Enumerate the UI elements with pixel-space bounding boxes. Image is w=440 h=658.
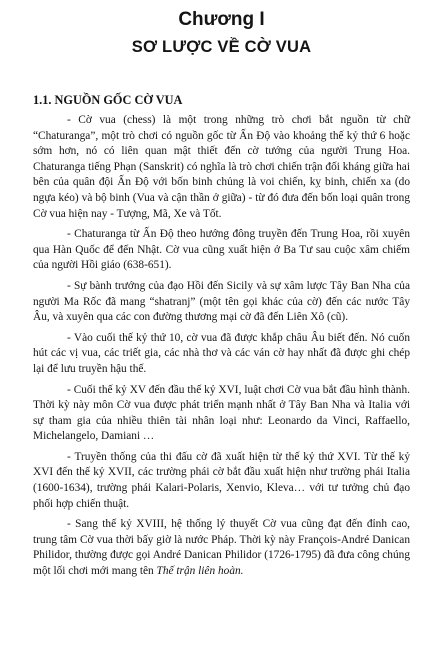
section-heading: 1.1. NGUỒN GỐC CỜ VUA	[33, 93, 183, 107]
paragraph-philidor-italic: Thế trận liên hoàn.	[156, 565, 244, 578]
paragraph-spread-west: - Sự bành trướng của đạo Hồi đến Sicily và sự xâm lược Tây Ban Nha của người Ma Rốc đã mang “shatranj” (một tên gọi khác của cờ) đến các nước Tây Âu, và xuyên qua các con đường thương mại cờ đã đến Liên Xô (cũ).	[33, 279, 410, 324]
paragraph-europe: - Vào cuối thế kỷ thứ 10, cờ vua đã được khắp châu Âu biết đến. Nó cuốn hút các vị vua, các triết gia, các nhà thơ và các ván cờ hay nhất đã được ghi chép lại để lưu truyền hậu thế.	[33, 331, 410, 375]
chapter-title: SƠ LƯỢC VỀ CỜ VUA	[131, 38, 312, 56]
paragraph-philidor	[33, 517, 410, 579]
paragraph-tradition: - Truyền thống của thi đấu cờ đã xuất hiện từ thế kỷ thứ XVI. Từ thế kỷ XVI đến thế kỷ XVII, các trường phái cờ bắt đầu xuất hiện như trường phái Italia (1600-1634), trường phái Kalari-Polaris, Xenvio, Kleva… với tư tưởng chủ đạo phối hợp chiến thuật.	[33, 450, 410, 510]
paragraph-philidor-text: - Sang thế kỷ XVIII, hệ thống lý thuyết Cờ vua cũng đạt đến đỉnh cao, trung tâm Cờ vua thời bấy giờ là nước Pháp. Thời kỳ này François-André Danican Philidor, thường được gọi André Danican Philidor (1726-1795) đã đưa công chúng một lối chơi mới mang tên	[33, 518, 410, 578]
paragraph-spread-east: - Chaturanga từ Ấn Độ theo hướng đông truyền đến Trung Hoa, rồi xuyên qua Hàn Quốc để đến Nhật. Cờ vua cũng xuất hiện ở Ba Tư sau cuộc xâm chiếm của người Hồi giáo (638-651).	[33, 228, 410, 272]
chapter-label: Chương I	[178, 9, 265, 30]
paragraph-origin: - Cờ vua (chess) là một trong những trò chơi bắt nguồn từ chữ “Chaturanga”, một trò chơi có nguồn gốc từ Ấn Độ vào khoảng thế kỷ thứ 6 hoặc sớm hơn, nó có liên quan mật thiết đến cờ tướng của người Trung Hoa. Chaturanga tiếng Phạn (Sanskrit) có nghĩa là trò chơi chiến trận đối kháng giữa hai bên của quân đội Ấn Độ với bốn binh chủng là voi chiến, kỵ binh, chiến xa (do ngựa kéo) và bộ binh (Vua và cận thần ở giữa) - từ đó đưa đến bốn loại quân trong Cờ vua hiện nay - Tượng, Mã, Xe và Tốt.	[33, 114, 410, 220]
paragraph-rules: - Cuối thế kỷ XV đến đầu thế kỷ XVI, luật chơi Cờ vua bắt đầu hình thành. Thời kỳ này môn Cờ vua được phát triển mạnh nhất ở Tây Ban Nha và Italia với sự tham gia của nhiều thiên tài nhân loại như: Leonardo da Vinci, Raffaello, Michelangelo, Damiani …	[33, 383, 410, 443]
